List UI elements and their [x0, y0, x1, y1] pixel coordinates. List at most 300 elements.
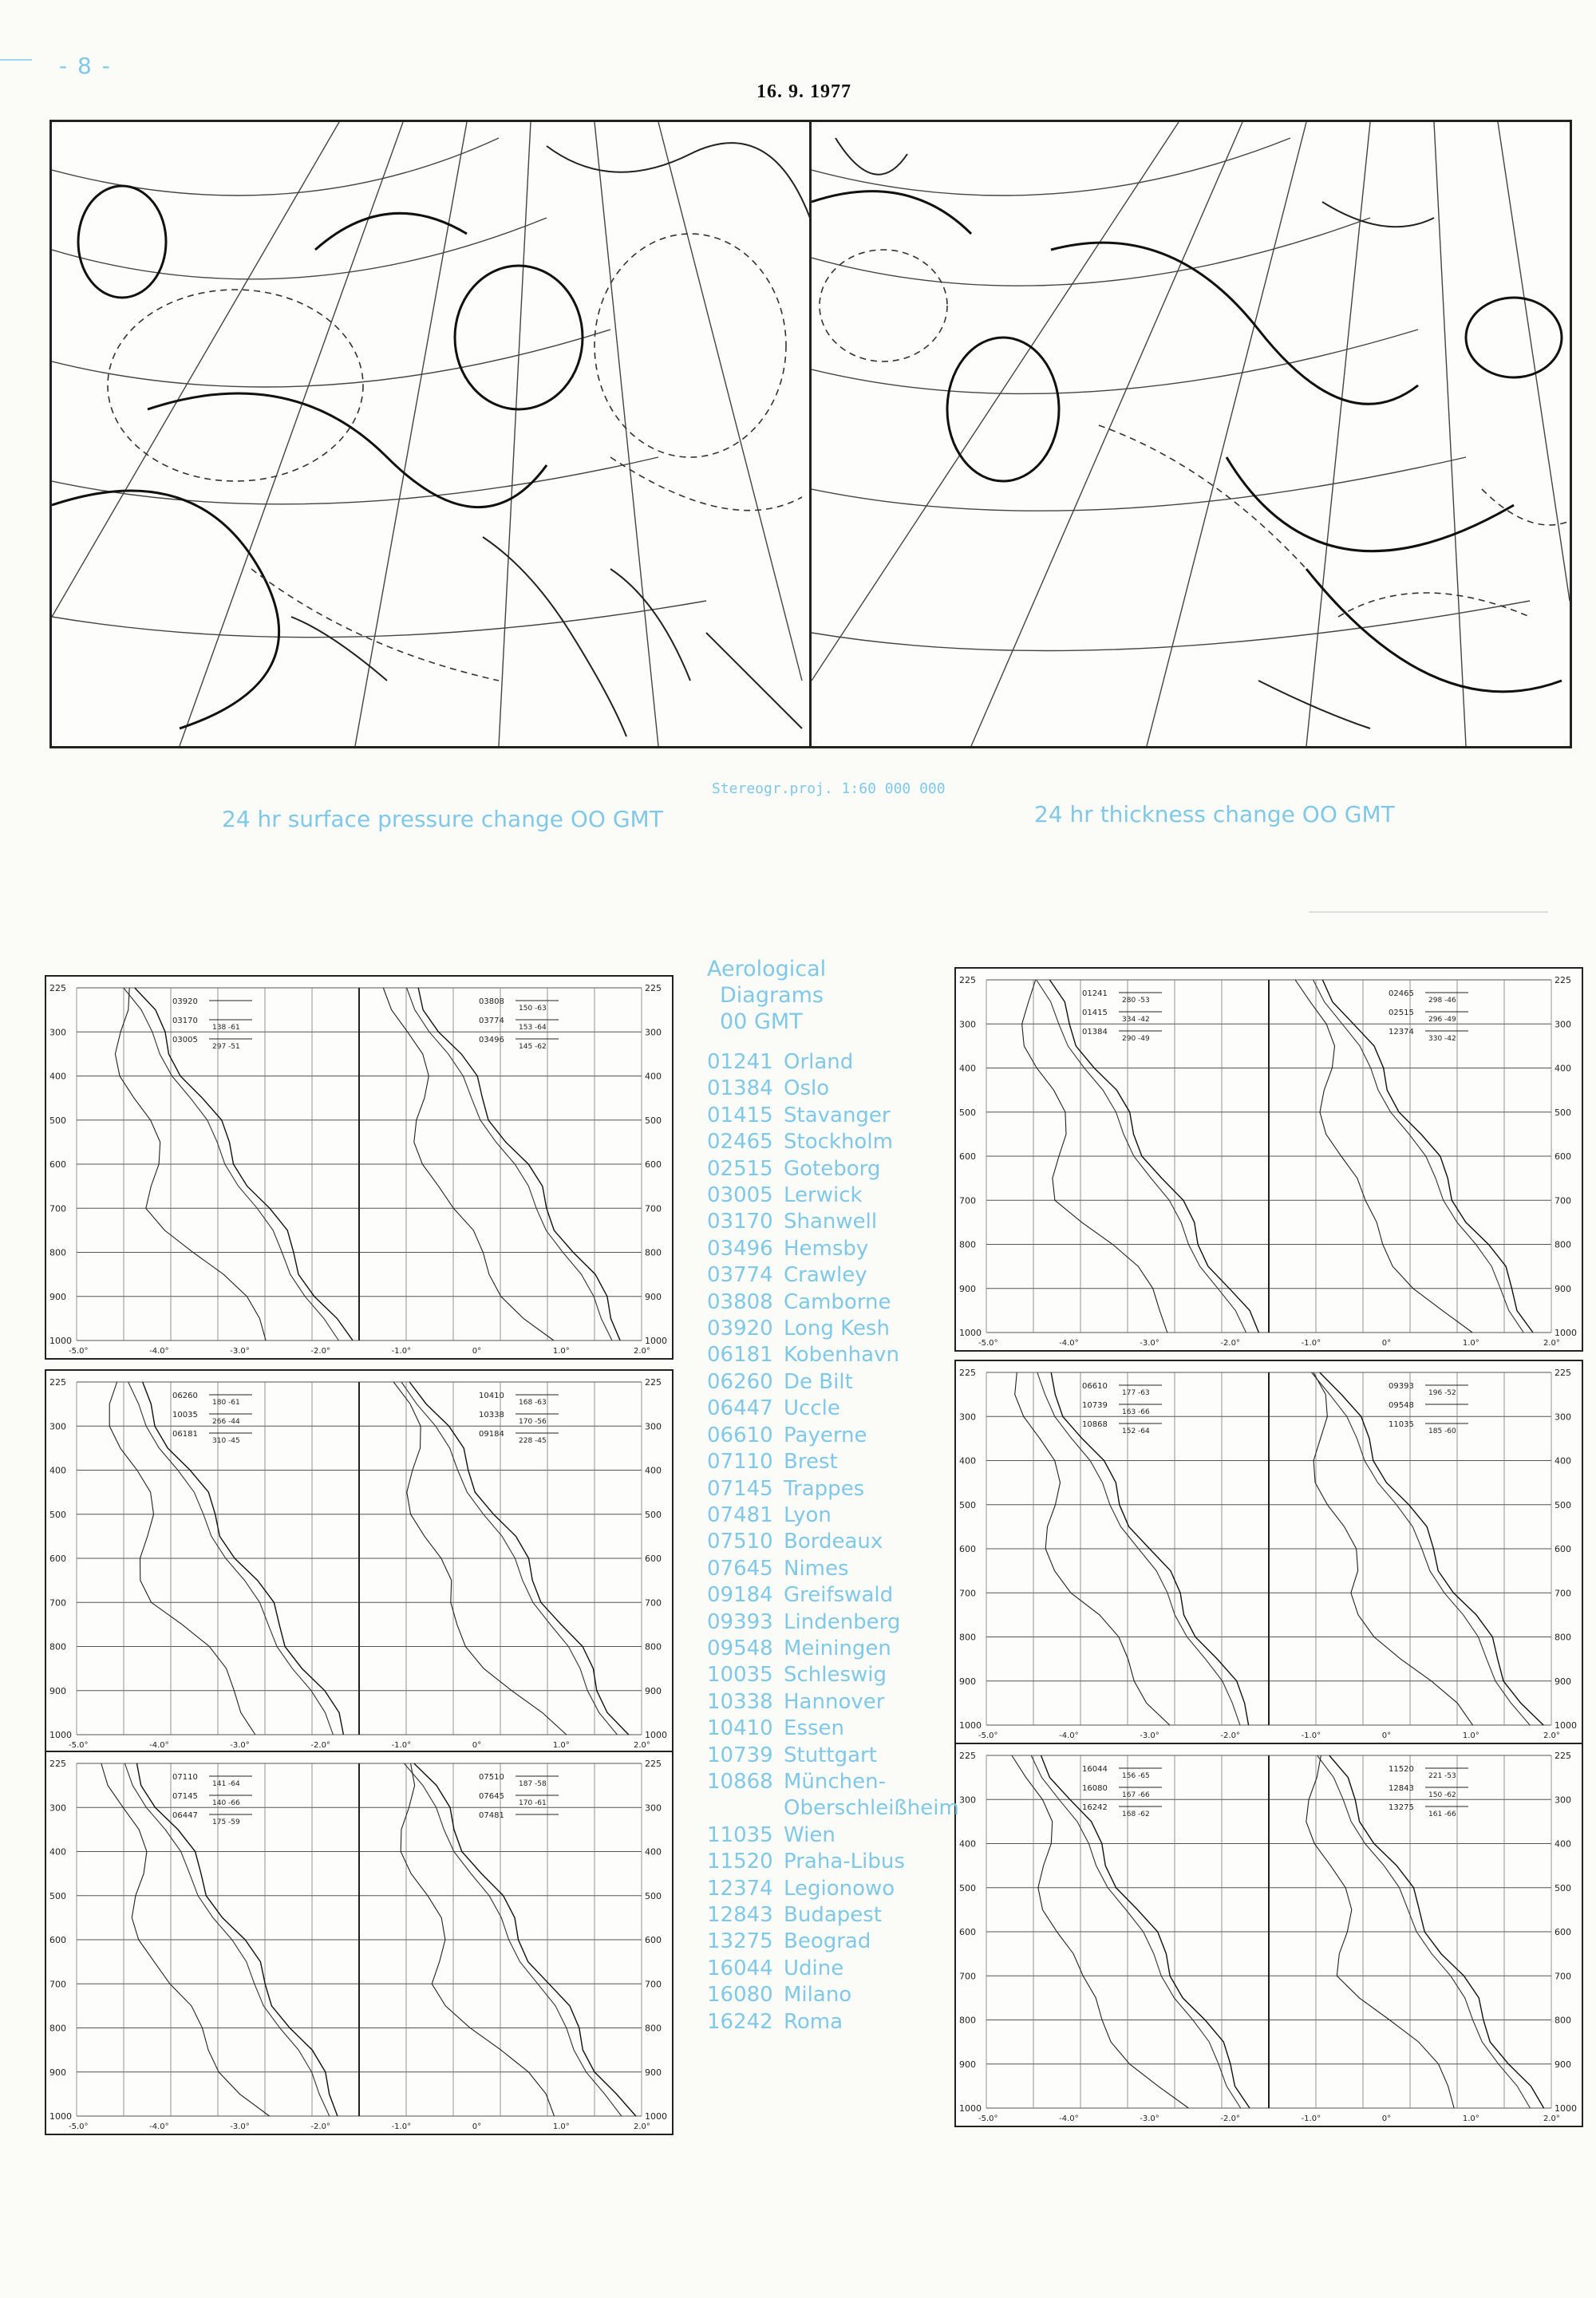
- temperature-tick: -2.0°: [310, 1347, 330, 1356]
- pressure-label: 225: [49, 983, 66, 993]
- station-code: 10338: [707, 1689, 773, 1714]
- diagram-station-code: 09184: [479, 1430, 504, 1439]
- pressure-label: 500: [645, 1890, 662, 1901]
- pressure-label: 1000: [49, 1336, 72, 1346]
- section-divider: [1309, 911, 1548, 913]
- temperature-tick: 0°: [1381, 1731, 1392, 1740]
- station-name: Oslo: [784, 1076, 830, 1101]
- station-entry: [707, 1396, 946, 1422]
- pressure-label: 225: [49, 1759, 66, 1769]
- pressure-label: 225: [645, 1759, 662, 1769]
- temperature-tick: 1.0°: [1462, 2114, 1479, 2123]
- pressure-label: 600: [49, 1159, 66, 1170]
- station-name: Greifswald: [784, 1583, 894, 1608]
- station-code: 12374: [707, 1876, 773, 1901]
- diagram-station-code: 07145: [172, 1792, 198, 1801]
- temperature-tick: -5.0°: [978, 1731, 998, 1740]
- temperature-tick: -1.0°: [391, 1347, 412, 1356]
- station-name: Schleswig: [784, 1663, 887, 1688]
- station-code: 06181: [707, 1343, 773, 1368]
- pressure-label: 1000: [49, 1730, 72, 1740]
- station-entry: [707, 1289, 946, 1316]
- station-entry: [707, 1449, 946, 1475]
- station-code: 07645: [707, 1556, 773, 1581]
- pressure-label: 600: [959, 1151, 976, 1162]
- diagram-station-value: 175 -59: [212, 1818, 240, 1826]
- station-name: Camborne: [784, 1289, 891, 1314]
- station-code: [707, 1795, 784, 1822]
- station-entry: [707, 1849, 946, 1875]
- pressure-label: 600: [645, 1935, 662, 1945]
- station-code: 07510: [707, 1530, 773, 1554]
- diagram-station-value: 161 -66: [1428, 1810, 1456, 1818]
- legend-title: [707, 956, 946, 1035]
- station-entry: [707, 1689, 946, 1716]
- diagram-station-value: 140 -66: [212, 1799, 240, 1807]
- diagram-drawing: [956, 969, 1582, 1350]
- temperature-tick: -4.0°: [149, 2122, 169, 2131]
- diagram-station-value: 330 -42: [1428, 1035, 1456, 1043]
- pressure-label: 1000: [645, 1730, 667, 1740]
- pressure-label: 600: [959, 1544, 976, 1554]
- pressure-label: 900: [49, 1291, 66, 1302]
- temperature-tick: -3.0°: [230, 2122, 250, 2131]
- station-entry: [707, 1156, 946, 1183]
- pressure-label: 800: [959, 1632, 976, 1643]
- station-code: 03170: [707, 1210, 773, 1234]
- legend-title-line: Diagrams: [720, 983, 824, 1008]
- diagram-station-code: 10410: [479, 1392, 504, 1400]
- station-code: 03774: [707, 1263, 773, 1288]
- pressure-label: 225: [959, 1751, 976, 1761]
- diagram-station-value: 170 -61: [519, 1799, 547, 1807]
- page-date: 16. 9. 1977: [757, 81, 851, 102]
- temperature-tick: -4.0°: [149, 1741, 169, 1750]
- pressure-label: 700: [1555, 1195, 1571, 1206]
- station-name: De Bilt: [784, 1369, 853, 1394]
- diagram-drawing: [46, 1752, 672, 2134]
- diagram-station-value: 138 -61: [212, 1024, 240, 1032]
- pressure-label: 800: [959, 1239, 976, 1250]
- pressure-label: 300: [49, 1421, 66, 1432]
- station-code: 09548: [707, 1636, 773, 1660]
- temperature-tick: 0°: [472, 1741, 482, 1750]
- diagram-station-value: 187 -58: [519, 1780, 547, 1788]
- pressure-label: 800: [959, 2015, 976, 2026]
- diagram-station-value: 153 -64: [519, 1024, 547, 1032]
- station-entry: [707, 1636, 946, 1662]
- diagram-station-value: 170 -56: [519, 1418, 547, 1426]
- temperature-tick: -1.0°: [391, 2122, 412, 2131]
- pressure-label: 900: [1555, 1283, 1571, 1294]
- diagram-station-code: 06610: [1082, 1382, 1108, 1391]
- diagram-drawing: [46, 977, 672, 1358]
- station-entry: [707, 1822, 946, 1849]
- station-name: Kobenhavn: [784, 1343, 899, 1368]
- station-name: Wien: [784, 1822, 836, 1847]
- temperature-tick: 1.0°: [552, 1741, 570, 1750]
- diagram-station-code: 11520: [1389, 1765, 1414, 1774]
- pressure-label: 500: [49, 1115, 66, 1126]
- temperature-tick: -5.0°: [69, 2122, 89, 2131]
- diagram-station-code: 03774: [479, 1017, 504, 1025]
- pressure-label: 700: [645, 1597, 662, 1609]
- right-map-caption: 24 hr thickness change OO GMT: [1034, 801, 1395, 827]
- pressure-label: 700: [645, 1979, 662, 1990]
- temperature-tick: -3.0°: [230, 1347, 250, 1356]
- temperature-tick: -4.0°: [1059, 1731, 1079, 1740]
- pressure-label: 700: [49, 1979, 66, 1990]
- pressure-label: 400: [959, 1455, 976, 1467]
- pressure-label: 500: [49, 1509, 66, 1520]
- diagram-station-code: 06260: [172, 1392, 198, 1400]
- temperature-tick: -2.0°: [1220, 1339, 1240, 1348]
- pressure-label: 225: [645, 983, 662, 993]
- station-entry: [707, 1236, 946, 1262]
- aerological-diagram: [954, 1360, 1583, 1744]
- pressure-label: 600: [645, 1554, 662, 1564]
- pressure-label: 600: [49, 1554, 66, 1564]
- legend-title-line: Aerological: [707, 957, 827, 981]
- station-name: Payerne: [784, 1423, 867, 1447]
- station-entry: [707, 1743, 946, 1769]
- pressure-label: 1000: [645, 1336, 667, 1346]
- pressure-label: 300: [49, 1802, 66, 1814]
- pressure-label: 300: [49, 1027, 66, 1038]
- station-code: 03920: [707, 1317, 773, 1341]
- station-entry: [707, 1423, 946, 1449]
- station-entry: [707, 1982, 946, 2008]
- pressure-label: 700: [959, 1195, 976, 1206]
- surface-pressure-map-drawing: [52, 122, 810, 746]
- temperature-tick: 1.0°: [1462, 1339, 1479, 1348]
- temperature-tick: 2.0°: [1543, 1339, 1560, 1348]
- station-name: Long Kesh: [784, 1317, 890, 1341]
- pressure-label: 500: [1555, 1107, 1571, 1118]
- pressure-label: 1000: [645, 2111, 667, 2122]
- station-code: 03496: [707, 1236, 773, 1261]
- diagram-station-code: 03808: [479, 997, 504, 1006]
- diagram-station-value: 334 -42: [1122, 1016, 1150, 1024]
- pressure-label: 800: [645, 1641, 662, 1652]
- diagram-station-value: 167 -66: [1122, 1791, 1150, 1799]
- diagram-station-code: 07110: [172, 1773, 198, 1782]
- pressure-label: 300: [645, 1802, 662, 1814]
- temperature-tick: 0°: [1381, 2114, 1392, 2123]
- diagram-station-value: 296 -49: [1428, 1016, 1456, 1024]
- station-entry: [707, 1929, 946, 1955]
- surface-pressure-change-map: [49, 120, 812, 748]
- station-entry: [707, 1262, 946, 1289]
- pressure-label: 700: [1555, 1588, 1571, 1599]
- station-code: 09184: [707, 1583, 773, 1608]
- pressure-label: 500: [1555, 1882, 1571, 1893]
- station-entry: [707, 2009, 946, 2035]
- temperature-tick: 2.0°: [634, 2122, 650, 2131]
- diagram-station-code: 10739: [1082, 1401, 1108, 1410]
- pressure-label: 300: [1555, 1412, 1571, 1423]
- station-entry: [707, 1183, 946, 1209]
- station-name: Beograd: [784, 1929, 871, 1954]
- temperature-tick: -5.0°: [69, 1347, 89, 1356]
- station-name: Nimes: [784, 1556, 849, 1581]
- pressure-label: 400: [645, 1071, 662, 1082]
- temperature-tick: -5.0°: [69, 1741, 89, 1750]
- station-code: 07481: [707, 1502, 773, 1527]
- pressure-label: 1000: [959, 2103, 982, 2114]
- station-name: Praha-Libus: [784, 1850, 905, 1874]
- temperature-tick: 0°: [1381, 1339, 1392, 1348]
- station-name: Budapest: [784, 1903, 882, 1927]
- station-code: 16044: [707, 1956, 773, 1980]
- pressure-label: 600: [645, 1159, 662, 1170]
- pressure-label: 800: [645, 1247, 662, 1258]
- pressure-label: 225: [959, 975, 976, 985]
- station-entry: [707, 1316, 946, 1342]
- pressure-label: 1000: [959, 1720, 982, 1731]
- pressure-label: 300: [645, 1421, 662, 1432]
- diagram-station-code: 03170: [172, 1017, 198, 1025]
- station-name: Legionowo: [784, 1876, 895, 1901]
- diagram-station-code: 13275: [1389, 1803, 1414, 1812]
- station-name: Stuttgart: [784, 1743, 877, 1767]
- diagram-station-value: 290 -49: [1122, 1035, 1150, 1043]
- diagram-station-code: 01241: [1082, 989, 1108, 998]
- diagram-station-value: 156 -65: [1122, 1772, 1150, 1780]
- temperature-tick: -1.0°: [391, 1741, 412, 1750]
- pressure-label: 300: [959, 1795, 976, 1806]
- temperature-tick: -2.0°: [310, 1741, 330, 1750]
- station-list: [707, 1049, 959, 2035]
- pressure-label: 600: [1555, 1544, 1571, 1554]
- diagram-station-value: 228 -45: [519, 1437, 547, 1445]
- pressure-label: 900: [645, 1685, 662, 1696]
- diagram-station-value: 266 -44: [212, 1418, 240, 1426]
- diagram-station-code: 10035: [172, 1411, 198, 1419]
- pressure-label: 900: [1555, 1676, 1571, 1687]
- diagram-station-code: 01415: [1082, 1009, 1108, 1017]
- pressure-label: 1000: [1555, 1328, 1577, 1338]
- diagram-station-code: 03005: [172, 1036, 198, 1044]
- diagram-station-value: 150 -62: [1428, 1791, 1456, 1799]
- pressure-label: 900: [49, 1685, 66, 1696]
- diagram-station-value: 145 -62: [519, 1043, 547, 1051]
- station-code: 01384: [707, 1076, 773, 1101]
- station-code: 11035: [707, 1822, 773, 1847]
- pressure-label: 900: [49, 2067, 66, 2078]
- diagram-drawing: [956, 1361, 1582, 1743]
- station-entry: [707, 1502, 946, 1529]
- diagram-station-code: 09393: [1389, 1382, 1414, 1391]
- diagram-station-value: 141 -64: [212, 1780, 240, 1788]
- pressure-label: 225: [1555, 1368, 1571, 1378]
- station-code: 07145: [707, 1476, 773, 1501]
- pressure-label: 225: [1555, 1751, 1571, 1761]
- temperature-tick: 0°: [472, 1347, 482, 1356]
- temperature-tick: -1.0°: [1301, 2114, 1321, 2123]
- station-entry: [707, 1582, 946, 1609]
- diagram-station-code: 02465: [1389, 989, 1414, 998]
- station-code: 10739: [707, 1743, 773, 1767]
- pressure-label: 900: [1555, 2059, 1571, 2070]
- diagram-station-code: 03920: [172, 997, 198, 1006]
- station-entry: [707, 1476, 946, 1502]
- pressure-label: 225: [959, 1368, 976, 1378]
- diagram-station-value: 152 -64: [1122, 1427, 1150, 1435]
- pressure-label: 400: [49, 1071, 66, 1082]
- aerological-diagram: [954, 967, 1583, 1352]
- pressure-label: 700: [1555, 1971, 1571, 1982]
- pressure-label: 300: [645, 1027, 662, 1038]
- station-entry: [707, 1529, 946, 1555]
- pressure-label: 300: [1555, 1795, 1571, 1806]
- diagram-station-code: 16044: [1082, 1765, 1108, 1774]
- pressure-label: 400: [49, 1846, 66, 1858]
- pressure-label: 800: [49, 2023, 66, 2034]
- pressure-label: 1000: [959, 1328, 982, 1338]
- station-entry: [707, 1342, 946, 1368]
- station-entry: [707, 1769, 946, 1795]
- diagram-station-code: 07645: [479, 1792, 504, 1801]
- pressure-label: 300: [959, 1019, 976, 1030]
- pressure-label: 400: [959, 1838, 976, 1850]
- station-name: Goteborg: [784, 1156, 881, 1181]
- station-code: 06447: [707, 1396, 773, 1421]
- station-code: 02515: [707, 1156, 773, 1181]
- pressure-label: 400: [49, 1465, 66, 1476]
- station-entry: [707, 1956, 946, 1982]
- temperature-tick: -1.0°: [1301, 1339, 1321, 1348]
- pressure-label: 500: [645, 1115, 662, 1126]
- station-name: Hannover: [784, 1689, 885, 1714]
- temperature-tick: 2.0°: [634, 1347, 650, 1356]
- station-name: Roma: [784, 2009, 843, 2034]
- station-name: Crawley: [784, 1263, 867, 1288]
- diagram-station-value: 163 -66: [1122, 1408, 1150, 1416]
- pressure-label: 600: [1555, 1151, 1571, 1162]
- station-code: 03005: [707, 1183, 773, 1208]
- pressure-label: 700: [959, 1971, 976, 1982]
- diagram-station-code: 07481: [479, 1811, 504, 1820]
- pressure-label: 225: [645, 1377, 662, 1388]
- aerological-diagram: [45, 1751, 674, 2135]
- station-entry: [707, 1902, 946, 1929]
- pressure-label: 400: [1555, 1063, 1571, 1074]
- station-name: Essen: [784, 1716, 844, 1741]
- station-entry: [707, 1609, 946, 1636]
- temperature-tick: -3.0°: [1140, 2114, 1159, 2123]
- station-code: 03808: [707, 1289, 773, 1314]
- temperature-tick: -4.0°: [1059, 2114, 1079, 2123]
- pressure-label: 900: [645, 1291, 662, 1302]
- station-entry: [707, 1556, 946, 1582]
- diagram-station-code: 06181: [172, 1430, 198, 1439]
- station-code: 01415: [707, 1103, 773, 1127]
- station-name: Oberschleißheim: [784, 1796, 959, 1821]
- pressure-label: 800: [49, 1247, 66, 1258]
- temperature-tick: -3.0°: [230, 1741, 250, 1750]
- temperature-tick: 0°: [472, 2122, 482, 2131]
- station-name: Udine: [784, 1956, 844, 1980]
- station-code: 09393: [707, 1609, 773, 1634]
- station-entry: [707, 1716, 946, 1742]
- pressure-label: 500: [1555, 1499, 1571, 1510]
- diagram-station-value: 310 -45: [212, 1437, 240, 1445]
- station-name: Brest: [784, 1450, 838, 1475]
- diagram-station-value: 185 -60: [1428, 1427, 1456, 1435]
- temperature-tick: -4.0°: [149, 1347, 169, 1356]
- diagram-station-code: 12843: [1389, 1784, 1414, 1793]
- station-name: Milano: [784, 1983, 852, 2008]
- pressure-label: 300: [1555, 1019, 1571, 1030]
- pressure-label: 400: [645, 1465, 662, 1476]
- diagram-station-code: 11035: [1389, 1420, 1414, 1429]
- station-entry: [707, 1076, 946, 1102]
- station-code: 11520: [707, 1850, 773, 1874]
- diagram-station-code: 07510: [479, 1773, 504, 1782]
- station-entry: [707, 1662, 946, 1688]
- temperature-tick: -5.0°: [978, 1339, 998, 1348]
- temperature-tick: -2.0°: [1220, 1731, 1240, 1740]
- station-name: Meiningen: [784, 1636, 891, 1660]
- left-map-caption: 24 hr surface pressure change OO GMT: [222, 806, 663, 832]
- pressure-label: 700: [645, 1203, 662, 1214]
- station-name: Bordeaux: [784, 1530, 883, 1554]
- pressure-label: 600: [959, 1927, 976, 1937]
- pressure-label: 800: [49, 1641, 66, 1652]
- diagram-station-code: 12374: [1389, 1028, 1414, 1036]
- pressure-label: 400: [1555, 1455, 1571, 1467]
- top-rule: [0, 59, 32, 61]
- temperature-tick: 2.0°: [1543, 1731, 1560, 1740]
- diagram-station-code: 01384: [1082, 1028, 1108, 1036]
- projection-note: Stereogr.proj. 1:60 000 000: [712, 780, 946, 797]
- station-code: 10035: [707, 1663, 773, 1688]
- station-name: Orland: [784, 1050, 854, 1074]
- station-entry: [707, 1209, 946, 1235]
- temperature-tick: 1.0°: [552, 2122, 570, 2131]
- station-code: 02465: [707, 1130, 773, 1155]
- pressure-label: 1000: [1555, 1720, 1577, 1731]
- diagram-station-code: 16080: [1082, 1784, 1108, 1793]
- temperature-tick: 2.0°: [1543, 2114, 1560, 2123]
- station-entry: [707, 1049, 946, 1076]
- station-name: Lindenberg: [784, 1609, 901, 1634]
- temperature-tick: 2.0°: [634, 1741, 650, 1750]
- thickness-change-map: [809, 120, 1572, 748]
- station-name: Trappes: [784, 1476, 865, 1501]
- pressure-label: 500: [959, 1107, 976, 1118]
- station-name: Stavanger: [784, 1103, 891, 1127]
- station-code: 10868: [707, 1769, 773, 1794]
- temperature-tick: -2.0°: [1220, 2114, 1240, 2123]
- pressure-label: 600: [1555, 1927, 1571, 1937]
- aerological-diagram: [954, 1743, 1583, 2127]
- station-code: 16242: [707, 2009, 773, 2034]
- thickness-map-drawing: [812, 122, 1570, 746]
- pressure-label: 400: [1555, 1838, 1571, 1850]
- page-number: - 8 -: [59, 53, 112, 79]
- pressure-label: 500: [959, 1499, 976, 1510]
- pressure-label: 900: [959, 1676, 976, 1687]
- station-name: Lerwick: [784, 1183, 863, 1208]
- diagram-station-code: 16242: [1082, 1803, 1108, 1812]
- station-code: 13275: [707, 1929, 773, 1954]
- pressure-label: 500: [49, 1890, 66, 1901]
- station-name: Lyon: [784, 1502, 832, 1527]
- legend-title-line: 00 GMT: [720, 1009, 803, 1034]
- station-name: Shanwell: [784, 1210, 878, 1234]
